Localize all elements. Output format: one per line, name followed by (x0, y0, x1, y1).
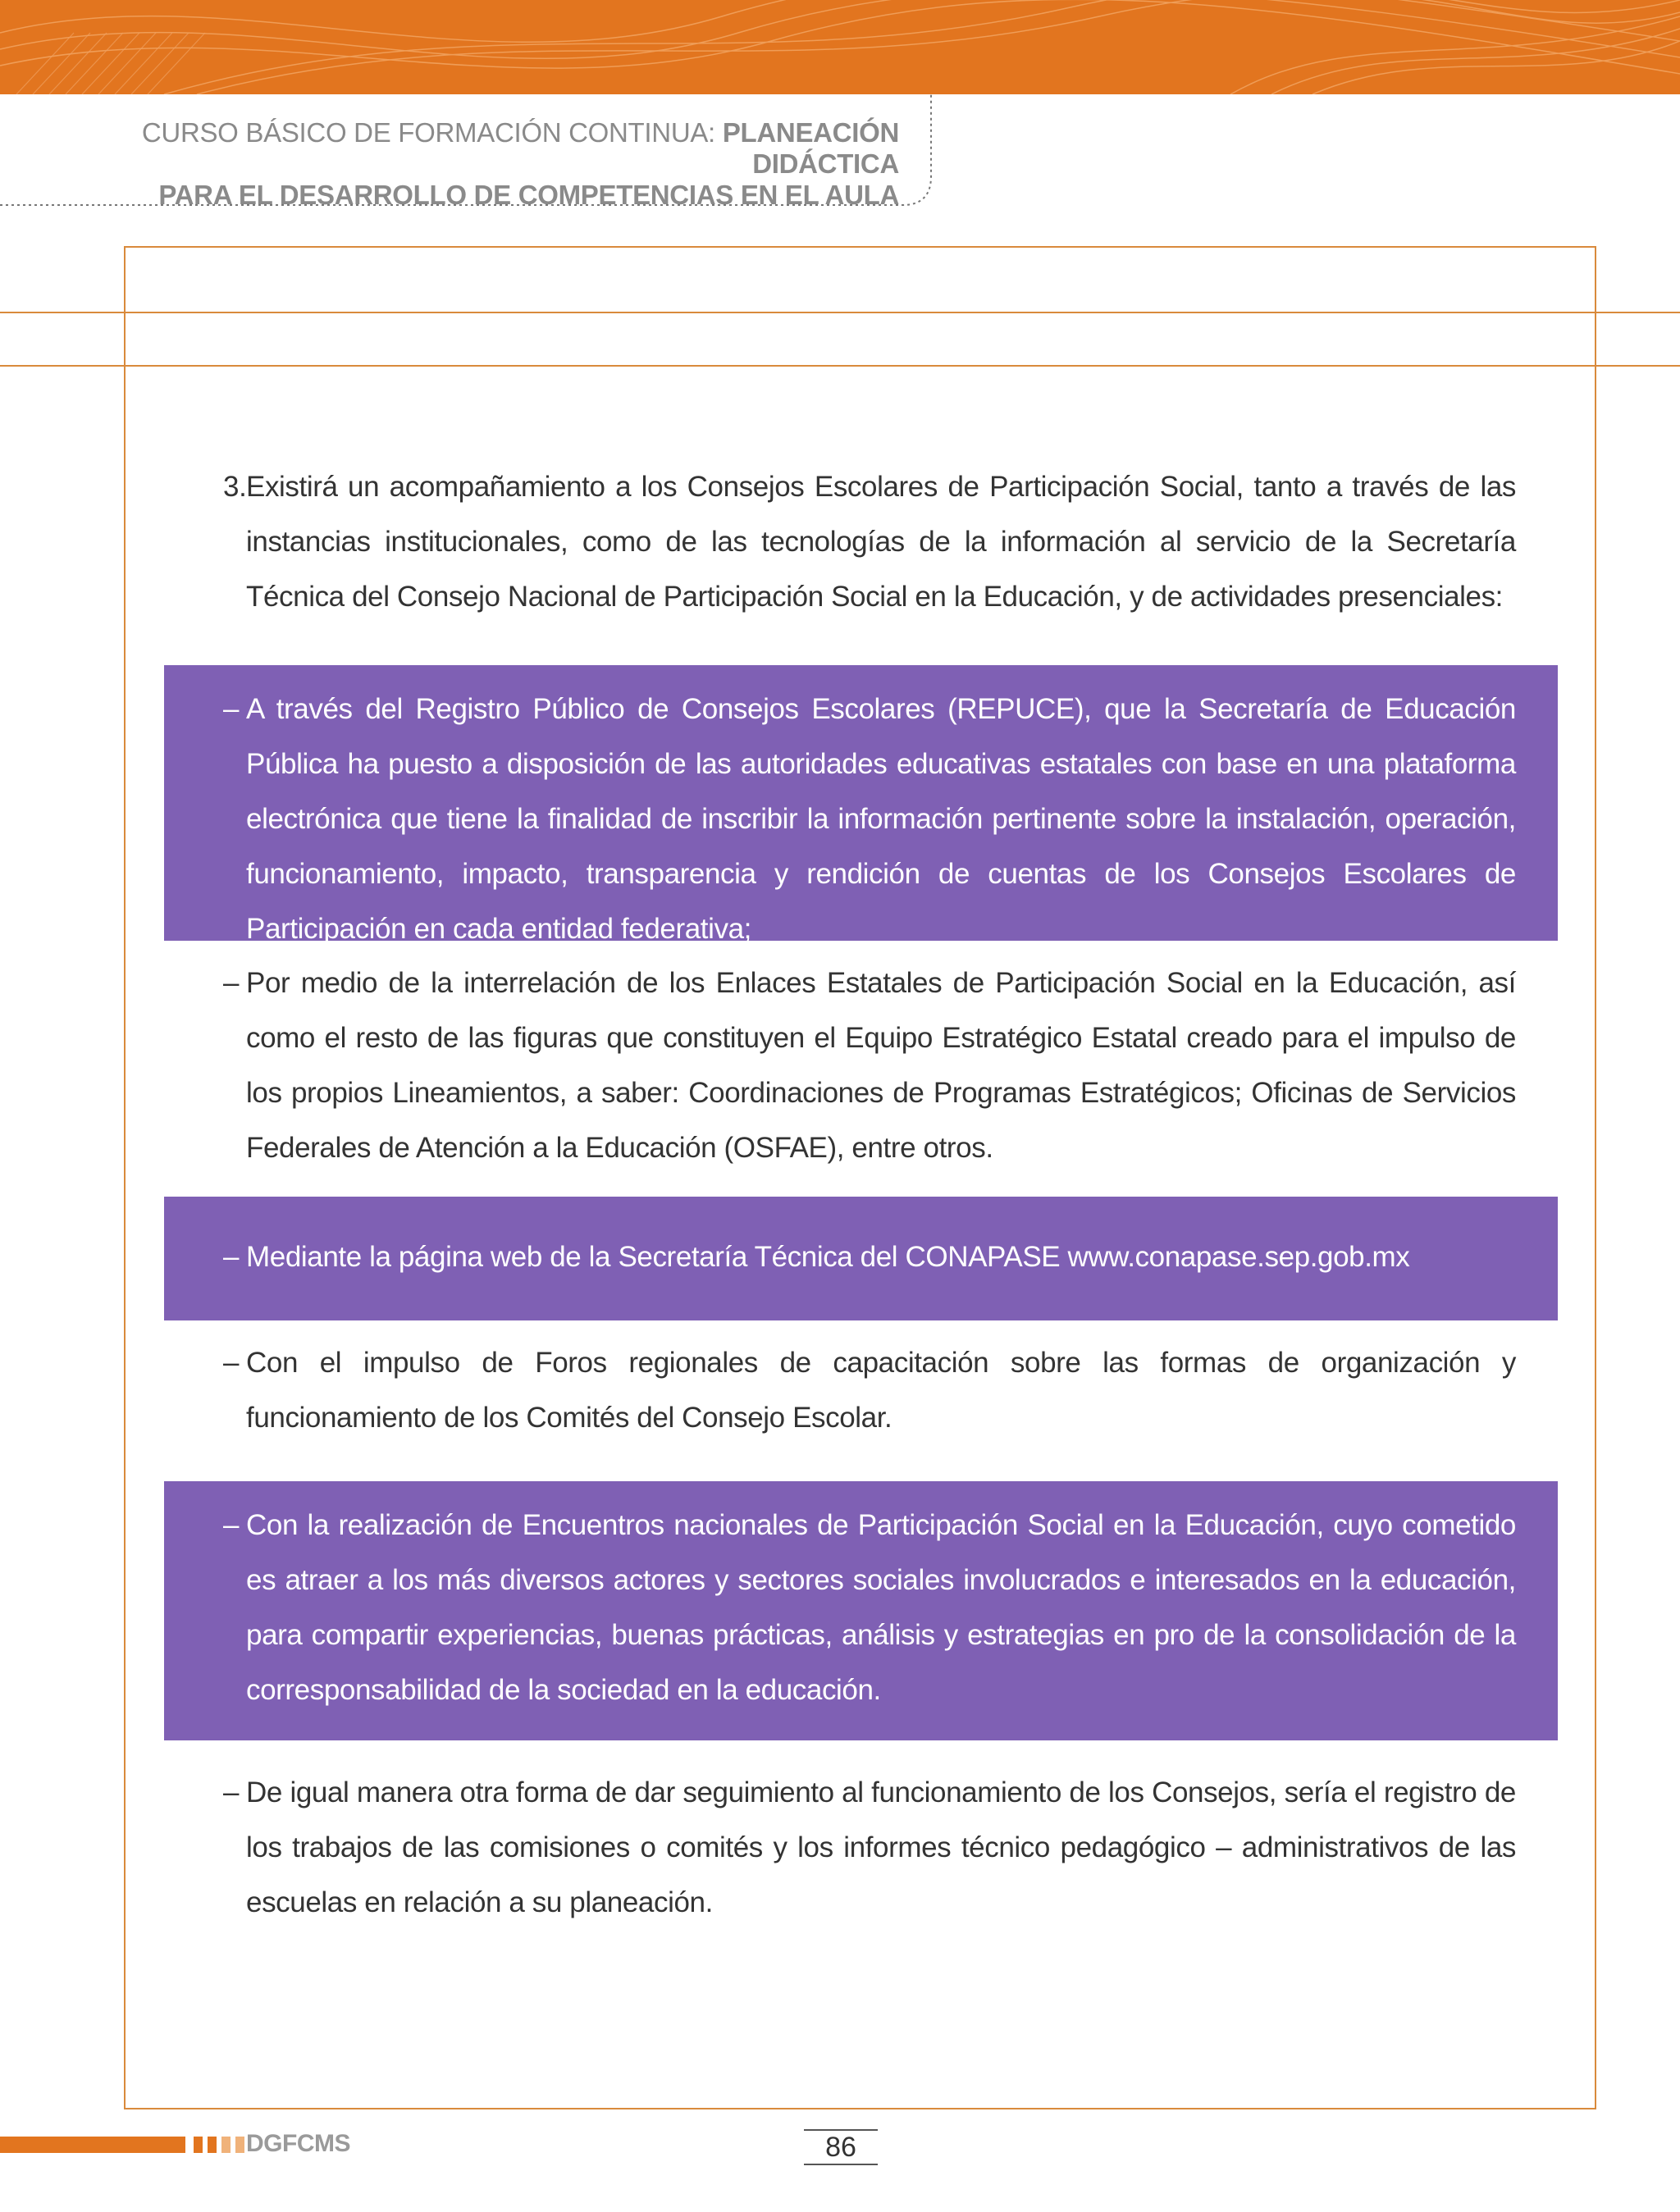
list-item (164, 1498, 1558, 1717)
item-number: 3. (223, 471, 247, 503)
list-item-text: Con la realización de Encuentros nacionales de Participación Social en la Educación, cuyo cometido es atraer a los más diversos actores y sectores sociales involucrados e interesados en la educación, para compartir experiencias, buenas prácticas, análisis y estrategias en pro de la consolidación de la corresponsabilidad de la sociedad en la educación. (246, 1509, 1516, 1706)
plain-item-2 (164, 1320, 1558, 1481)
dash-bullet: – (223, 1776, 240, 1808)
main-content (164, 459, 1558, 1930)
list-item (164, 1765, 1558, 1930)
numbered-item (164, 459, 1558, 624)
dash-bullet: – (223, 1347, 240, 1379)
list-item-text: Por medio de la interrelación de los Enlaces Estatales de Participación Social en la Educación, así como el resto de las figuras que constituyen el Equipo Estratégico Estatal creado para el impulso de los propios Lineamientos, a saber: Coordinaciones de Programas Estratégicos; Oficinas de Servicios Federales de Atención a la Educación (OSFAE), entre otros. (246, 967, 1516, 1164)
horizontal-rule-top (0, 312, 1680, 313)
dash-bullet: – (223, 1509, 240, 1541)
list-item (164, 955, 1558, 1175)
list-item (164, 1335, 1558, 1445)
dash-bullet: – (223, 693, 240, 725)
wave-pattern-icon (0, 0, 1680, 94)
list-item (164, 1229, 1558, 1284)
dash-bullet: – (223, 967, 240, 999)
plain-item-3 (164, 1740, 1558, 1930)
footer-stripes-icon (194, 2137, 249, 2153)
highlight-box-3 (164, 1481, 1558, 1740)
horizontal-rule-bottom (0, 365, 1680, 367)
highlight-box-1 (164, 665, 1558, 945)
header-decorative-band (0, 0, 1680, 94)
list-item-text: Mediante la página web de la Secretaría Técnica del CONAPASE www.conapase.sep.gob.mx (246, 1241, 1410, 1273)
highlight-box-2 (164, 1197, 1558, 1320)
plain-item-1 (164, 941, 1558, 1197)
footer-label: DGFCMS (246, 2130, 350, 2157)
list-item-text: A través del Registro Público de Consejos Escolares (REPUCE), que la Secretaría de Educación Pública ha puesto a disposición de las autoridades educativas estatales con base en una plataforma electrónica que tiene la finalidad de inscribir la información pertinente sobre la instalación, operación, funcionamiento, impacto, transparencia y rendición de cuentas de los Consejos Escolares de Participación en cada entidad federativa; (246, 693, 1516, 945)
list-item-text: Con el impulso de Foros regionales de capacitación sobre las formas de organización y funcionamiento de los Comités del Consejo Escolar. (246, 1347, 1516, 1434)
footer-bar (0, 2137, 185, 2153)
list-item-text: De igual manera otra forma de dar seguimiento al funcionamiento de los Consejos, sería el registro de los trabajos de las comisiones o comités y los informes técnico pedagógico – administrativos de las escuelas en relación a su planeación. (246, 1776, 1516, 1918)
item-text: Existirá un acompañamiento a los Consejos Escolares de Participación Social, tanto a través de las instancias institucionales, como de las tecnologías de la información al servicio de la Secretaría Técnica del Consejo Nacional de Participación Social en la Educación, y de actividades presenciales: (246, 471, 1516, 613)
dash-bullet: – (223, 1241, 240, 1273)
header-title-bold-1: PLANEACIÓN DIDÁCTICA (722, 117, 899, 179)
header-dotted-frame (0, 94, 952, 209)
header-title-light: CURSO BÁSICO DE FORMACIÓN CONTINUA: (141, 117, 715, 148)
header-title-bold-2: PARA EL DESARROLLO DE COMPETENCIAS EN EL AULA (158, 180, 899, 210)
list-item (164, 682, 1558, 956)
page-number: 86 (804, 2129, 878, 2165)
